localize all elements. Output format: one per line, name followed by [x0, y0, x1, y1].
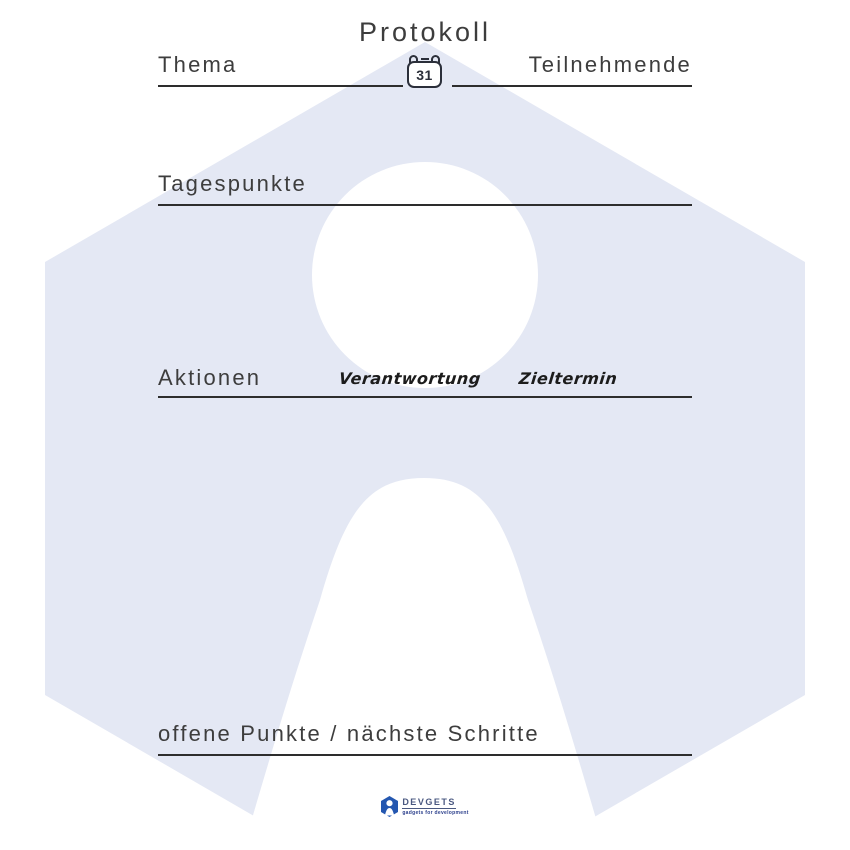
- thema-input-line[interactable]: [158, 85, 403, 87]
- verantwortung-label: Verantwortung: [338, 369, 482, 388]
- aktionen-input-line[interactable]: [158, 396, 692, 398]
- calendar-day-number: 31: [407, 61, 442, 88]
- teilnehmende-input-line[interactable]: [452, 85, 692, 87]
- devgets-brand-name: DEVGETS: [402, 797, 456, 807]
- devgets-logo-icon: [381, 796, 398, 817]
- tagespunkte-input-line[interactable]: [158, 204, 692, 206]
- devgets-logo: [0, 796, 850, 817]
- aktionen-label: Aktionen: [158, 365, 262, 390]
- offene-punkte-label: offene Punkte / nächste Schritte: [158, 721, 540, 746]
- page-title: Protokoll: [358, 17, 492, 47]
- calendar-top-dash: [421, 58, 429, 60]
- thema-label: Thema: [158, 52, 238, 77]
- offene-punkte-input-line[interactable]: [158, 754, 692, 756]
- watermark-person-head: [312, 162, 538, 388]
- zieltermin-label: Zieltermin: [518, 369, 619, 388]
- devgets-tagline: gadgets for development: [402, 810, 469, 816]
- calendar-icon: [407, 55, 442, 88]
- devgets-logo-text: [402, 797, 468, 816]
- teilnehmende-label: Teilnehmende: [528, 52, 692, 77]
- tagespunkte-label: Tagespunkte: [158, 171, 307, 196]
